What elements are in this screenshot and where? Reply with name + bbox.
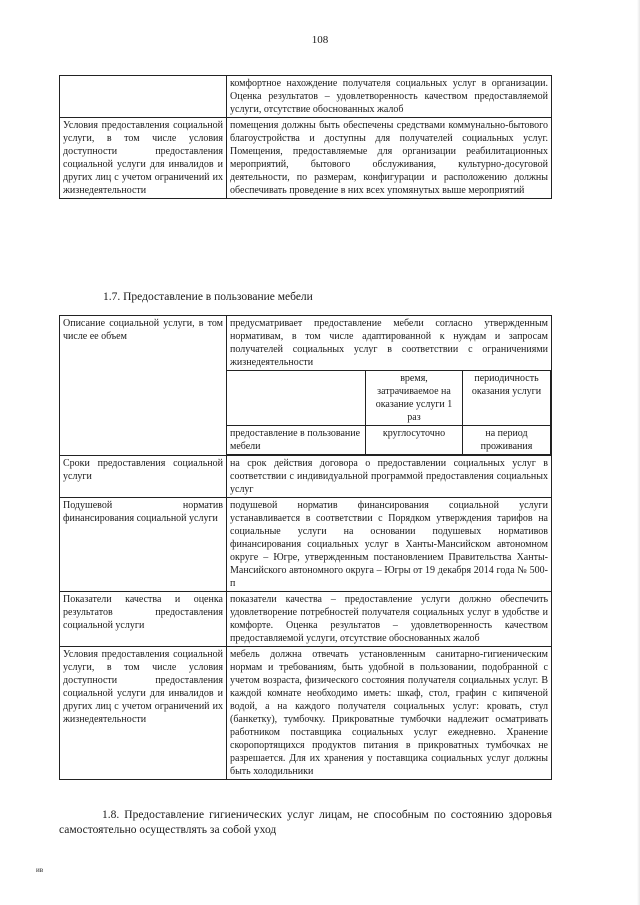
- table-row: [60, 647, 552, 780]
- col-header-time: время, затрачиваемое на оказание услуги 1 раз: [366, 371, 463, 426]
- table-row: [227, 371, 551, 426]
- quality-label: Показатели качества и оценка результатов предоставления социальной услуги: [60, 592, 227, 647]
- empty-label-cell: [60, 76, 227, 118]
- table-row: [60, 592, 552, 647]
- terms-label: Сроки предоставления социальной услуги: [60, 456, 227, 498]
- service-time-cell: круглосуточно: [366, 426, 463, 455]
- description-cell: [227, 316, 552, 456]
- conditions-text: помещения должны быть обеспечены средствами коммунально-бытового благоустройства и доступны для получателей социальных услуг. Помещения, предоставляемые для организации реабилитационных мероприятий, бытового обслуживания, культурно-досуговой деятельности, по размерам, конфигурации и расположению должны обеспечивать проведение в них всех упомянутых выше мероприятий: [227, 118, 552, 199]
- table-row: [227, 426, 551, 455]
- section-heading-1-8: 1.8. Предоставление гигиенических услуг лицам, не способным по состоянию здоровья самостоятельно осуществлять за собой уход: [59, 809, 552, 836]
- description-label: Описание социальной услуги, в том числе ее объем: [60, 316, 227, 456]
- financing-label: Подушевой норматив финансирования социальной услуги: [60, 498, 227, 592]
- description-text: предусматривает предоставление мебели согласно утвержденным нормативам, в том числе адаптированной к нуждам и запросам получателей социальных услуг в соответствии с ограничениями жизнедеятельности: [230, 318, 548, 368]
- conditions-text-2: мебель должна отвечать установленным санитарно-гигиеническим нормам и требованиям, быть удобной в пользовании, подобранной с учетом возраста, физического состояния получателя социальных услуг. В каждой комнате необходимо иметь: шкаф, стол, графин с кипяченой водой, а на каждого получателя социальных услуг: кровать, стул (банкетку), тумбочку. Прикроватные тумбочки надлежит осматривать работником поставщика социальных услуг ежедневно. Хранение скоропортящихся продуктов питания в прикроватных тумбочках не разрешается. Для их хранения у поставщика социальных услуг должны быть холодильники: [227, 647, 552, 780]
- quality-text: показатели качества – предоставление услуги должно обеспечить удовлетворение потребностей получателя социальных услуг в удобстве и комфорте. Оценка результатов – удовлетворенность качеством предоставляемой услуги, отсутствие обоснованных жалоб: [227, 592, 552, 647]
- table-row: [60, 118, 552, 199]
- table-row: [60, 316, 552, 456]
- comfort-text: комфортное нахождение получателя социальных услуг в организации. Оценка результатов – удовлетворенность качеством предоставляемой услуги, отсутствие обоснованных жалоб: [227, 76, 552, 118]
- table-row: [60, 76, 552, 118]
- table-1-continuation: [59, 75, 552, 199]
- section-heading-1-7: 1.7. Предоставление в пользование мебели: [103, 291, 313, 303]
- schedule-subtable: [227, 370, 551, 455]
- conditions-label: Условия предоставления социальной услуги, в том числе условия доступности предоставления социальной услуги для инвалидов и других лиц с учетом ограничений их жизнедеятельности: [60, 118, 227, 199]
- subtable-empty-header: [227, 371, 366, 426]
- table-row: [60, 498, 552, 592]
- table-row: [60, 456, 552, 498]
- table-2-furniture: [59, 315, 552, 780]
- service-name-cell: предоставление в пользование мебели: [227, 426, 366, 455]
- financing-text: подушевой норматив финансирования социальной услуги устанавливается в соответствии с Порядком утверждения тарифов на социальные услуги на основании подушевых нормативов финансирования социальных услуг в Ханты-Мансийском автономном округе – Югре, утвержденным постановлением Правительства Ханты-Мансийского автономного округа – Югры от 19 декабря 2014 года № 500-п: [227, 498, 552, 592]
- conditions-label-2: Условия предоставления социальной услуги, в том числе условия доступности предоставления социальной услуги для инвалидов и других лиц с учетом ограничений их жизнедеятельности: [60, 647, 227, 780]
- col-header-period: периодичность оказания услуги: [463, 371, 551, 426]
- footer-mark: ив: [36, 866, 44, 874]
- service-period-cell: на период проживания: [463, 426, 551, 455]
- page-number: 108: [311, 34, 329, 46]
- terms-text: на срок действия договора о предоставлении социальных услуг в соответствии с индивидуальной программой предоставления социальных услуг: [227, 456, 552, 498]
